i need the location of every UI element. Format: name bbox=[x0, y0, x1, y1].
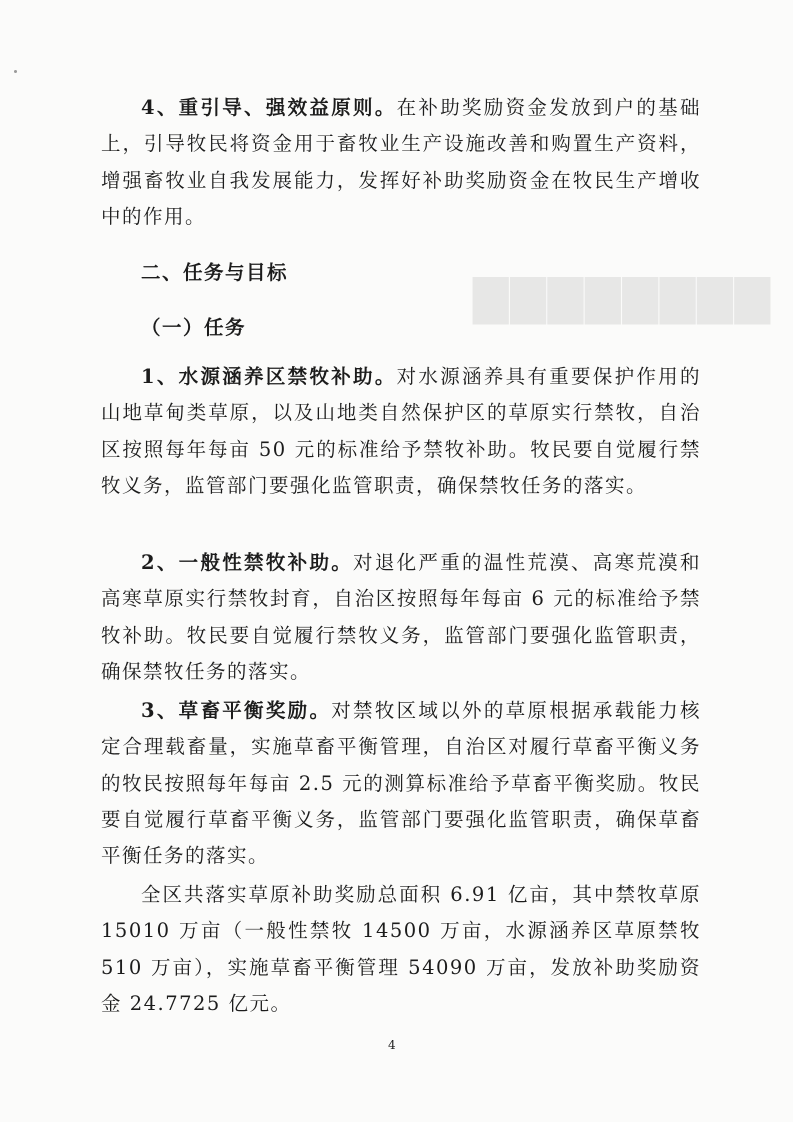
task-2-body: 对退化严重的温性荒漠、高寒荒漠和高寒草原实行禁牧封育，自治区按照每年每亩 6 元的标准给予禁牧补助。牧民要自觉履行禁牧义务，监管部门要强化监管职责，确保禁牧任务的落实。 bbox=[101, 551, 701, 683]
principle-4-body: 在补助奖励资金发放到户的基础上，引导牧民将资金用于畜牧业生产设施改善和购置生产资料，增强畜牧业自我发展能力，发挥好补助奖励资金在牧民生产增收中的作用。 bbox=[101, 96, 701, 228]
paragraph-task-3 bbox=[101, 693, 701, 874]
paragraph-task-1 bbox=[101, 359, 701, 504]
task-1-body: 对水源涵养具有重要保护作用的山地草甸类草原，以及山地类自然保护区的草原实行禁牧，自治区按照每年每亩 50 元的标准给予禁牧补助。牧民要自觉履行禁牧义务，监管部门要强化监管职责，确保禁牧任务的落实。 bbox=[101, 365, 701, 497]
principle-4-lead: 4、重引导、强效益原则。 bbox=[141, 96, 397, 119]
paragraph-task-2 bbox=[101, 545, 701, 690]
page-number: 4 bbox=[388, 1038, 396, 1052]
scan-speck bbox=[14, 70, 17, 73]
section-heading: 二、任务与目标 bbox=[141, 261, 289, 284]
paragraph-summary: 全区共落实草原补助奖励总面积 6.91 亿亩，其中禁牧草原 15010 万亩（一般性禁牧 14500 万亩，水源涵养区草原禁牧 510 万亩），实施草畜平衡管理 54090 万亩，发放补助奖励资金 24.7725 亿元。 bbox=[101, 883, 701, 1015]
bleed-through-shadow: ▇▇▇▇▇▇▇▇ bbox=[470, 270, 770, 324]
task-2-lead: 2、一般性禁牧补助。 bbox=[141, 551, 354, 574]
task-3-lead: 3、草畜平衡奖励。 bbox=[141, 699, 332, 722]
task-1-lead: 1、水源涵养区禁牧补助。 bbox=[141, 365, 397, 388]
paragraph-principle-4 bbox=[101, 90, 701, 235]
task-3-body: 对禁牧区域以外的草原根据承载能力核定合理载畜量，实施草畜平衡管理，自治区对履行草畜平衡义务的牧民按照每年每亩 2.5 元的测算标准给予草畜平衡奖励。牧民要自觉履行草畜平衡义务，监管部门要强化监管职责，确保草畜平衡任务的落实。 bbox=[101, 699, 701, 868]
sub-heading-tasks: （一）任务 bbox=[141, 316, 247, 339]
